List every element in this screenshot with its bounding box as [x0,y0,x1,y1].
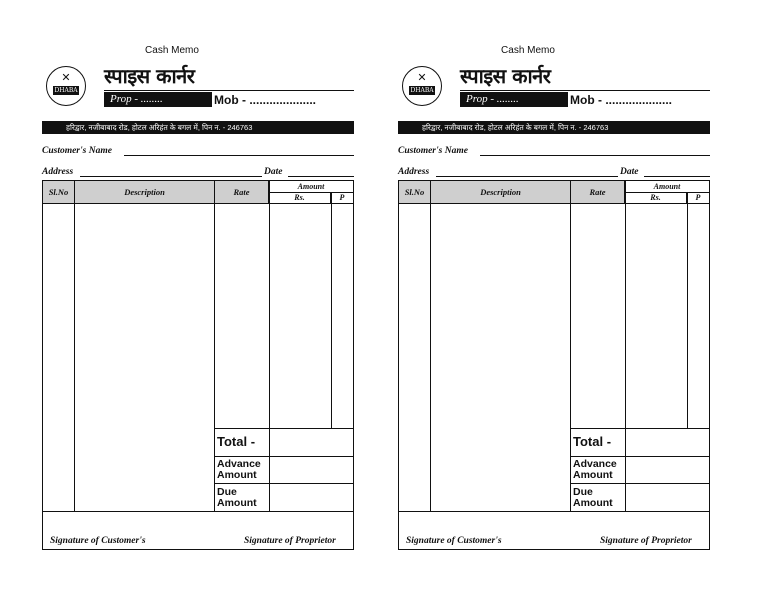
address-line[interactable] [80,176,262,177]
customer-name-line[interactable] [480,155,710,156]
customer-name-label: Customer's Name [42,146,112,156]
date-label: Date [264,167,283,177]
shop-address-band: हरिद्वार, नजीबाबाद रोड, होटल अरिहंत के बगल में, पिन न. - 246763 [42,121,354,134]
slno-column-line [430,181,431,511]
signature-rule [43,511,353,512]
p-label: P [339,193,345,202]
slno-column-line [74,181,75,511]
advance-amount-label: Advance Amount [573,458,617,481]
total-rule [214,428,353,429]
col-header-amount [625,181,709,203]
fork-knife-icon: ✕ [61,72,71,84]
address-label: Address [42,167,74,177]
total-label: Total - [217,434,256,449]
date-label: Date [620,167,639,177]
rs-label: Rs. [625,192,687,203]
mobile-field: Mob - .................... [570,93,672,107]
dhaba-logo [402,66,442,106]
customer-name-line[interactable] [124,155,354,156]
date-line[interactable] [644,176,710,177]
proprietor-signature-label: Signature of Proprietor [600,536,692,546]
rs-label: Rs. [269,192,331,203]
dhaba-logo [46,66,86,106]
due-rule [214,483,353,484]
col-header-slno: Sl.No [43,181,75,203]
fork-knife-icon: ✕ [417,72,427,84]
items-table [398,180,710,550]
customer-signature-label: Signature of Customer's [406,536,502,546]
address-line[interactable] [436,176,618,177]
header-rule [43,203,353,204]
shop-address-band: हरिद्वार, नजीबाबाद रोड, होटल अरिहंत के बगल में, पिन न. - 246763 [398,121,710,134]
memo-title: Cash Memo [501,45,555,56]
due-amount-label: Due Amount [217,486,257,509]
col-header-slno: Sl.No [399,181,431,203]
proprietor-field: Prop - ........ [104,92,212,107]
address-label: Address [398,167,430,177]
items-table [42,180,354,550]
logo-text: DHABA [54,87,78,94]
cash-memo-right [398,0,714,594]
mobile-field: Mob - .................... [214,93,316,107]
header-divider [460,90,710,91]
customer-name-label: Customer's Name [398,146,468,156]
memo-title: Cash Memo [145,45,199,56]
col-header-amount [269,181,353,203]
proprietor-signature-label: Signature of Proprietor [244,536,336,546]
header-rule [399,203,709,204]
paise-column-line [331,192,332,428]
signature-rule [399,511,709,512]
col-header-rate: Rate [215,181,269,203]
total-rule [570,428,709,429]
shop-name: स्पाइस कार्नर [460,64,551,88]
due-rule [570,483,709,484]
advance-rule [214,456,353,457]
col-header-rate: Rate [571,181,625,203]
p-label: P [695,193,701,202]
proprietor-field: Prop - ........ [460,92,568,107]
description-column-line [570,181,571,511]
date-line[interactable] [288,176,354,177]
description-column-line [214,181,215,511]
amount-label: Amount [625,181,709,193]
cash-memo-left [42,0,358,594]
header-divider [104,90,354,91]
customer-signature-label: Signature of Customer's [50,536,146,546]
amount-label: Amount [269,181,353,193]
logo-text: DHABA [410,87,434,94]
paise-column-line [687,192,688,428]
shop-name: स्पाइस कार्नर [104,64,195,88]
col-header-description: Description [431,181,571,203]
advance-amount-label: Advance Amount [217,458,261,481]
total-label: Total - [573,434,612,449]
col-header-description: Description [75,181,215,203]
advance-rule [570,456,709,457]
due-amount-label: Due Amount [573,486,613,509]
